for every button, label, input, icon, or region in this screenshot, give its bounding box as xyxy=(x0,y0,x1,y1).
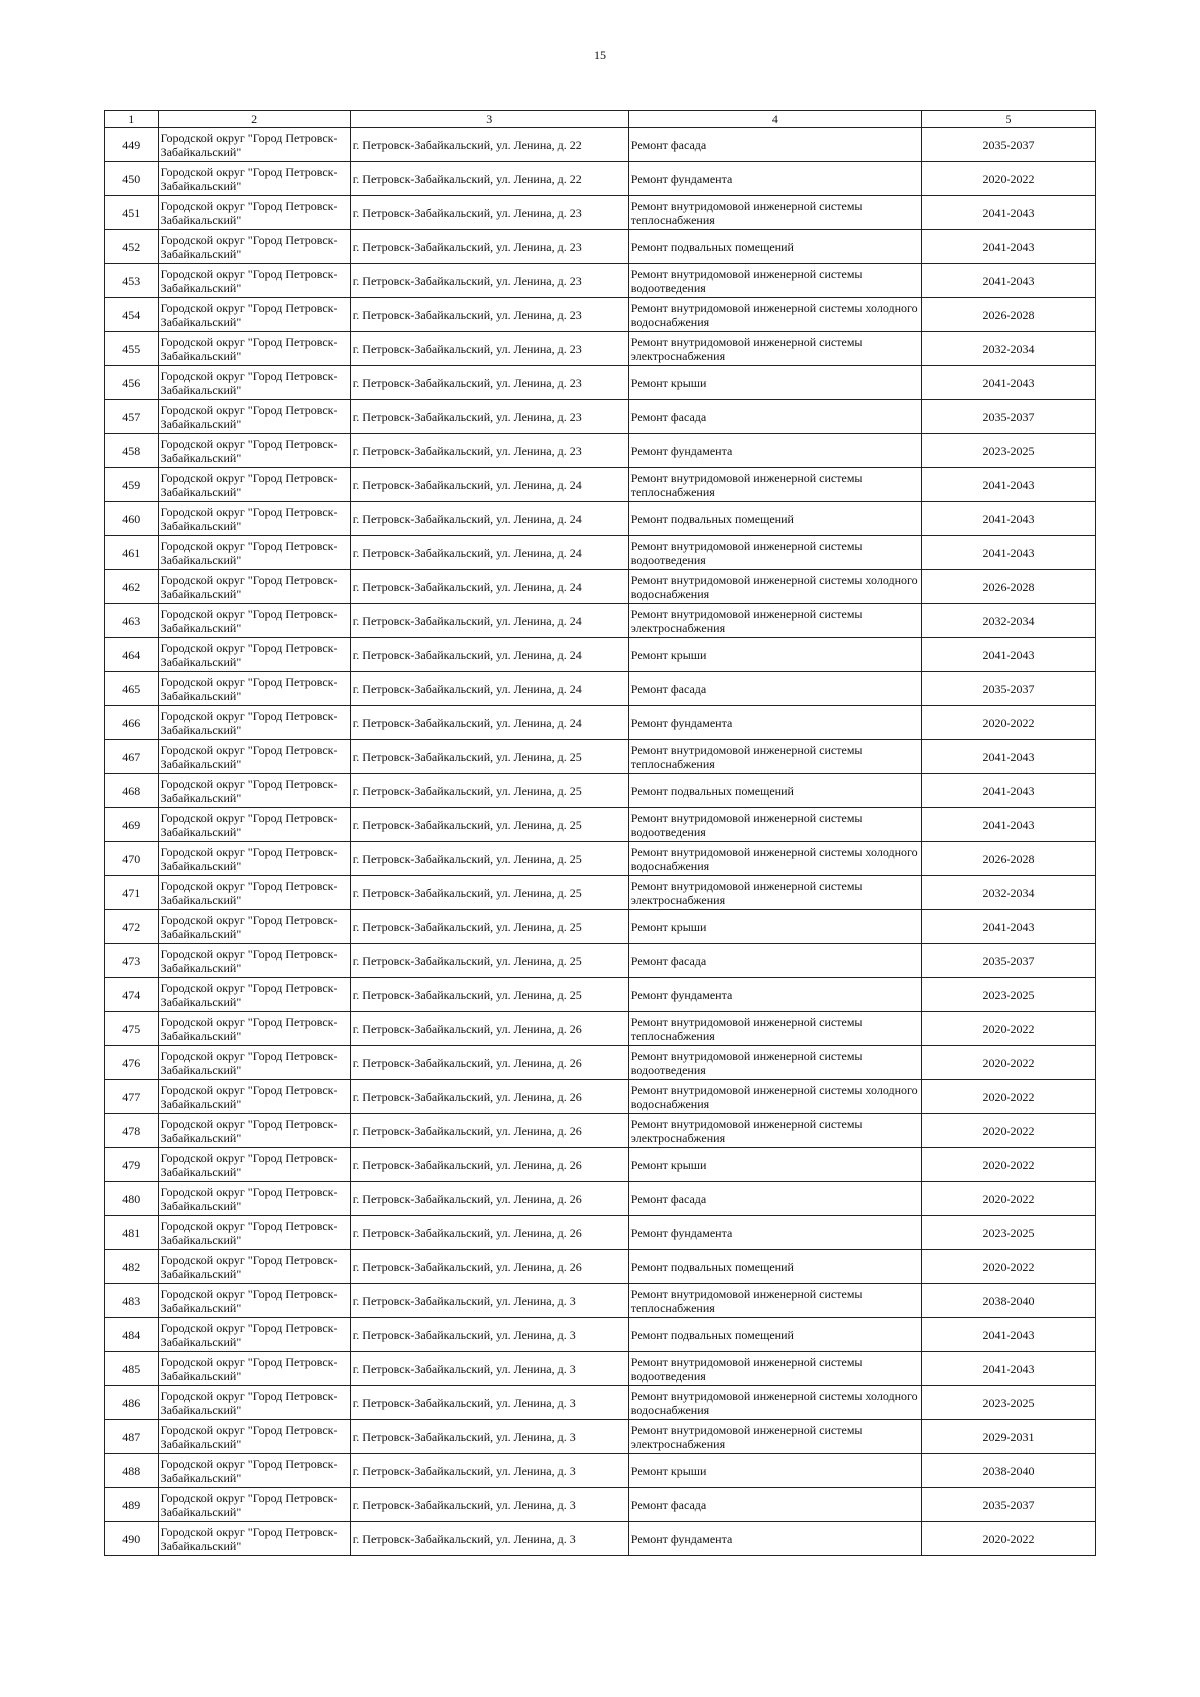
table-row xyxy=(105,128,1096,162)
work-type-cell: Ремонт крыши xyxy=(628,366,921,400)
municipality-cell: Городской округ "Город Петровск-Забайкальский" xyxy=(158,332,350,366)
municipality-cell: Городской округ "Город Петровск-Забайкальский" xyxy=(158,1454,350,1488)
table-row xyxy=(105,1386,1096,1420)
period-cell: 2041-2043 xyxy=(922,910,1096,944)
work-type-cell: Ремонт фундамента xyxy=(628,434,921,468)
municipality-cell: Городской округ "Город Петровск-Забайкальский" xyxy=(158,1012,350,1046)
period-cell: 2041-2043 xyxy=(922,740,1096,774)
municipality-cell: Городской округ "Город Петровск-Забайкальский" xyxy=(158,502,350,536)
row-number: 475 xyxy=(105,1012,159,1046)
municipality-cell: Городской округ "Город Петровск-Забайкальский" xyxy=(158,706,350,740)
municipality-cell: Городской округ "Город Петровск-Забайкальский" xyxy=(158,740,350,774)
row-number: 472 xyxy=(105,910,159,944)
table-row xyxy=(105,1114,1096,1148)
row-number: 482 xyxy=(105,1250,159,1284)
row-number: 461 xyxy=(105,536,159,570)
table-row xyxy=(105,1454,1096,1488)
row-number: 449 xyxy=(105,128,159,162)
row-number: 484 xyxy=(105,1318,159,1352)
municipality-cell: Городской округ "Город Петровск-Забайкальский" xyxy=(158,876,350,910)
period-cell: 2026-2028 xyxy=(922,298,1096,332)
table-row xyxy=(105,1216,1096,1250)
table-row xyxy=(105,298,1096,332)
column-header-1: 1 xyxy=(105,111,159,128)
period-cell: 2041-2043 xyxy=(922,196,1096,230)
table-row xyxy=(105,808,1096,842)
row-number: 478 xyxy=(105,1114,159,1148)
table-row xyxy=(105,536,1096,570)
row-number: 467 xyxy=(105,740,159,774)
work-type-cell: Ремонт подвальных помещений xyxy=(628,502,921,536)
work-type-cell: Ремонт внутридомовой инженерной системы электроснабжения xyxy=(628,604,921,638)
address-cell: г. Петровск-Забайкальский, ул. Ленина, д. 26 xyxy=(350,1216,628,1250)
work-type-cell: Ремонт фундамента xyxy=(628,1216,921,1250)
work-type-cell: Ремонт крыши xyxy=(628,1148,921,1182)
municipality-cell: Городской округ "Город Петровск-Забайкальский" xyxy=(158,808,350,842)
table-row xyxy=(105,570,1096,604)
work-type-cell: Ремонт фасада xyxy=(628,128,921,162)
municipality-cell: Городской округ "Город Петровск-Забайкальский" xyxy=(158,434,350,468)
row-number: 458 xyxy=(105,434,159,468)
address-cell: г. Петровск-Забайкальский, ул. Ленина, д. 26 xyxy=(350,1148,628,1182)
row-number: 485 xyxy=(105,1352,159,1386)
work-type-cell: Ремонт крыши xyxy=(628,638,921,672)
address-cell: г. Петровск-Забайкальский, ул. Ленина, д. 24 xyxy=(350,672,628,706)
address-cell: г. Петровск-Забайкальский, ул. Ленина, д. 23 xyxy=(350,196,628,230)
period-cell: 2020-2022 xyxy=(922,1522,1096,1556)
table-row xyxy=(105,162,1096,196)
row-number: 473 xyxy=(105,944,159,978)
table-row xyxy=(105,1284,1096,1318)
work-type-cell: Ремонт крыши xyxy=(628,1454,921,1488)
municipality-cell: Городской округ "Город Петровск-Забайкальский" xyxy=(158,1114,350,1148)
address-cell: г. Петровск-Забайкальский, ул. Ленина, д. 25 xyxy=(350,910,628,944)
period-cell: 2041-2043 xyxy=(922,264,1096,298)
capital-repair-table xyxy=(104,110,1096,1556)
municipality-cell: Городской округ "Город Петровск-Забайкальский" xyxy=(158,1046,350,1080)
period-cell: 2020-2022 xyxy=(922,1114,1096,1148)
row-number: 451 xyxy=(105,196,159,230)
address-cell: г. Петровск-Забайкальский, ул. Ленина, д. 25 xyxy=(350,774,628,808)
municipality-cell: Городской округ "Город Петровск-Забайкальский" xyxy=(158,230,350,264)
work-type-cell: Ремонт внутридомовой инженерной системы холодного водоснабжения xyxy=(628,298,921,332)
period-cell: 2041-2043 xyxy=(922,366,1096,400)
municipality-cell: Городской округ "Город Петровск-Забайкальский" xyxy=(158,400,350,434)
period-cell: 2023-2025 xyxy=(922,978,1096,1012)
table-row xyxy=(105,910,1096,944)
row-number: 480 xyxy=(105,1182,159,1216)
work-type-cell: Ремонт фасада xyxy=(628,400,921,434)
address-cell: г. Петровск-Забайкальский, ул. Ленина, д. 25 xyxy=(350,808,628,842)
table-row xyxy=(105,1522,1096,1556)
address-cell: г. Петровск-Забайкальский, ул. Ленина, д. 3 xyxy=(350,1284,628,1318)
municipality-cell: Городской округ "Город Петровск-Забайкальский" xyxy=(158,1352,350,1386)
table-row xyxy=(105,638,1096,672)
table-row xyxy=(105,1250,1096,1284)
row-number: 468 xyxy=(105,774,159,808)
municipality-cell: Городской округ "Город Петровск-Забайкальский" xyxy=(158,944,350,978)
row-number: 489 xyxy=(105,1488,159,1522)
row-number: 457 xyxy=(105,400,159,434)
table-row xyxy=(105,1420,1096,1454)
table-row xyxy=(105,264,1096,298)
period-cell: 2023-2025 xyxy=(922,434,1096,468)
work-type-cell: Ремонт подвальных помещений xyxy=(628,1250,921,1284)
row-number: 486 xyxy=(105,1386,159,1420)
period-cell: 2038-2040 xyxy=(922,1284,1096,1318)
work-type-cell: Ремонт внутридомовой инженерной системы электроснабжения xyxy=(628,1420,921,1454)
work-type-cell: Ремонт внутридомовой инженерной системы теплоснабжения xyxy=(628,468,921,502)
municipality-cell: Городской округ "Город Петровск-Забайкальский" xyxy=(158,1148,350,1182)
column-header-2: 2 xyxy=(158,111,350,128)
address-cell: г. Петровск-Забайкальский, ул. Ленина, д. 23 xyxy=(350,366,628,400)
work-type-cell: Ремонт фасада xyxy=(628,944,921,978)
work-type-cell: Ремонт внутридомовой инженерной системы электроснабжения xyxy=(628,876,921,910)
address-cell: г. Петровск-Забайкальский, ул. Ленина, д. 26 xyxy=(350,1114,628,1148)
row-number: 469 xyxy=(105,808,159,842)
table-row xyxy=(105,1148,1096,1182)
work-type-cell: Ремонт внутридомовой инженерной системы теплоснабжения xyxy=(628,1284,921,1318)
period-cell: 2032-2034 xyxy=(922,332,1096,366)
row-number: 479 xyxy=(105,1148,159,1182)
period-cell: 2035-2037 xyxy=(922,672,1096,706)
work-type-cell: Ремонт внутридомовой инженерной системы водоотведения xyxy=(628,808,921,842)
municipality-cell: Городской округ "Город Петровск-Забайкальский" xyxy=(158,1318,350,1352)
table-row xyxy=(105,1352,1096,1386)
table-row xyxy=(105,672,1096,706)
period-cell: 2026-2028 xyxy=(922,570,1096,604)
table-row xyxy=(105,196,1096,230)
period-cell: 2041-2043 xyxy=(922,1318,1096,1352)
work-type-cell: Ремонт подвальных помещений xyxy=(628,230,921,264)
period-cell: 2032-2034 xyxy=(922,604,1096,638)
work-type-cell: Ремонт внутридомовой инженерной системы водоотведения xyxy=(628,536,921,570)
table-row xyxy=(105,842,1096,876)
table-row xyxy=(105,706,1096,740)
column-header-3: 3 xyxy=(350,111,628,128)
period-cell: 2041-2043 xyxy=(922,468,1096,502)
period-cell: 2020-2022 xyxy=(922,1250,1096,1284)
period-cell: 2020-2022 xyxy=(922,1046,1096,1080)
municipality-cell: Городской округ "Город Петровск-Забайкальский" xyxy=(158,366,350,400)
address-cell: г. Петровск-Забайкальский, ул. Ленина, д. 22 xyxy=(350,128,628,162)
row-number: 460 xyxy=(105,502,159,536)
work-type-cell: Ремонт крыши xyxy=(628,910,921,944)
table-row xyxy=(105,1046,1096,1080)
row-number: 470 xyxy=(105,842,159,876)
address-cell: г. Петровск-Забайкальский, ул. Ленина, д. 25 xyxy=(350,842,628,876)
row-number: 483 xyxy=(105,1284,159,1318)
municipality-cell: Городской округ "Город Петровск-Забайкальский" xyxy=(158,978,350,1012)
municipality-cell: Городской округ "Город Петровск-Забайкальский" xyxy=(158,910,350,944)
row-number: 490 xyxy=(105,1522,159,1556)
work-type-cell: Ремонт фасада xyxy=(628,1182,921,1216)
municipality-cell: Городской округ "Город Петровск-Забайкальский" xyxy=(158,1216,350,1250)
work-type-cell: Ремонт фундамента xyxy=(628,1522,921,1556)
work-type-cell: Ремонт внутридомовой инженерной системы электроснабжения xyxy=(628,1114,921,1148)
municipality-cell: Городской округ "Город Петровск-Забайкальский" xyxy=(158,1522,350,1556)
row-number: 476 xyxy=(105,1046,159,1080)
municipality-cell: Городской округ "Город Петровск-Забайкальский" xyxy=(158,842,350,876)
municipality-cell: Городской округ "Город Петровск-Забайкальский" xyxy=(158,1080,350,1114)
work-type-cell: Ремонт внутридомовой инженерной системы теплоснабжения xyxy=(628,1012,921,1046)
address-cell: г. Петровск-Забайкальский, ул. Ленина, д. 3 xyxy=(350,1386,628,1420)
work-type-cell: Ремонт подвальных помещений xyxy=(628,1318,921,1352)
period-cell: 2035-2037 xyxy=(922,128,1096,162)
row-number: 462 xyxy=(105,570,159,604)
row-number: 487 xyxy=(105,1420,159,1454)
row-number: 466 xyxy=(105,706,159,740)
row-number: 471 xyxy=(105,876,159,910)
work-type-cell: Ремонт фасада xyxy=(628,1488,921,1522)
address-cell: г. Петровск-Забайкальский, ул. Ленина, д. 23 xyxy=(350,298,628,332)
work-type-cell: Ремонт внутридомовой инженерной системы теплоснабжения xyxy=(628,196,921,230)
work-type-cell: Ремонт внутридомовой инженерной системы теплоснабжения xyxy=(628,740,921,774)
municipality-cell: Городской округ "Город Петровск-Забайкальский" xyxy=(158,468,350,502)
municipality-cell: Городской округ "Город Петровск-Забайкальский" xyxy=(158,162,350,196)
address-cell: г. Петровск-Забайкальский, ул. Ленина, д. 3 xyxy=(350,1352,628,1386)
table-row xyxy=(105,1012,1096,1046)
municipality-cell: Городской округ "Город Петровск-Забайкальский" xyxy=(158,604,350,638)
period-cell: 2035-2037 xyxy=(922,400,1096,434)
municipality-cell: Городской округ "Город Петровск-Забайкальский" xyxy=(158,264,350,298)
table-row xyxy=(105,774,1096,808)
row-number: 477 xyxy=(105,1080,159,1114)
table-row xyxy=(105,740,1096,774)
table-row xyxy=(105,502,1096,536)
work-type-cell: Ремонт фундамента xyxy=(628,162,921,196)
municipality-cell: Городской округ "Город Петровск-Забайкальский" xyxy=(158,1488,350,1522)
municipality-cell: Городской округ "Город Петровск-Забайкальский" xyxy=(158,536,350,570)
table-row xyxy=(105,1488,1096,1522)
address-cell: г. Петровск-Забайкальский, ул. Ленина, д. 26 xyxy=(350,1080,628,1114)
address-cell: г. Петровск-Забайкальский, ул. Ленина, д. 3 xyxy=(350,1522,628,1556)
address-cell: г. Петровск-Забайкальский, ул. Ленина, д. 23 xyxy=(350,400,628,434)
row-number: 474 xyxy=(105,978,159,1012)
address-cell: г. Петровск-Забайкальский, ул. Ленина, д. 24 xyxy=(350,502,628,536)
row-number: 452 xyxy=(105,230,159,264)
address-cell: г. Петровск-Забайкальский, ул. Ленина, д. 26 xyxy=(350,1182,628,1216)
address-cell: г. Петровск-Забайкальский, ул. Ленина, д. 24 xyxy=(350,638,628,672)
row-number: 465 xyxy=(105,672,159,706)
address-cell: г. Петровск-Забайкальский, ул. Ленина, д. 24 xyxy=(350,570,628,604)
address-cell: г. Петровск-Забайкальский, ул. Ленина, д. 26 xyxy=(350,1046,628,1080)
address-cell: г. Петровск-Забайкальский, ул. Ленина, д. 24 xyxy=(350,604,628,638)
table-row xyxy=(105,978,1096,1012)
municipality-cell: Городской округ "Город Петровск-Забайкальский" xyxy=(158,1386,350,1420)
municipality-cell: Городской округ "Город Петровск-Забайкальский" xyxy=(158,128,350,162)
address-cell: г. Петровск-Забайкальский, ул. Ленина, д. 23 xyxy=(350,434,628,468)
row-number: 463 xyxy=(105,604,159,638)
work-type-cell: Ремонт внутридомовой инженерной системы водоотведения xyxy=(628,1352,921,1386)
period-cell: 2038-2040 xyxy=(922,1454,1096,1488)
municipality-cell: Городской округ "Город Петровск-Забайкальский" xyxy=(158,570,350,604)
period-cell: 2023-2025 xyxy=(922,1386,1096,1420)
municipality-cell: Городской округ "Город Петровск-Забайкальский" xyxy=(158,196,350,230)
table-row xyxy=(105,332,1096,366)
table-row xyxy=(105,1318,1096,1352)
period-cell: 2020-2022 xyxy=(922,1182,1096,1216)
row-number: 450 xyxy=(105,162,159,196)
period-cell: 2041-2043 xyxy=(922,1352,1096,1386)
address-cell: г. Петровск-Забайкальский, ул. Ленина, д. 24 xyxy=(350,536,628,570)
address-cell: г. Петровск-Забайкальский, ул. Ленина, д. 26 xyxy=(350,1250,628,1284)
work-type-cell: Ремонт внутридомовой инженерной системы холодного водоснабжения xyxy=(628,570,921,604)
row-number: 455 xyxy=(105,332,159,366)
address-cell: г. Петровск-Забайкальский, ул. Ленина, д. 3 xyxy=(350,1318,628,1352)
table-row xyxy=(105,1080,1096,1114)
work-type-cell: Ремонт подвальных помещений xyxy=(628,774,921,808)
work-type-cell: Ремонт фундамента xyxy=(628,706,921,740)
table-row xyxy=(105,400,1096,434)
municipality-cell: Городской округ "Город Петровск-Забайкальский" xyxy=(158,298,350,332)
period-cell: 2020-2022 xyxy=(922,1148,1096,1182)
period-cell: 2035-2037 xyxy=(922,944,1096,978)
period-cell: 2020-2022 xyxy=(922,1080,1096,1114)
address-cell: г. Петровск-Забайкальский, ул. Ленина, д. 3 xyxy=(350,1420,628,1454)
column-header-5: 5 xyxy=(922,111,1096,128)
municipality-cell: Городской округ "Город Петровск-Забайкальский" xyxy=(158,638,350,672)
address-cell: г. Петровск-Забайкальский, ул. Ленина, д. 3 xyxy=(350,1454,628,1488)
address-cell: г. Петровск-Забайкальский, ул. Ленина, д. 3 xyxy=(350,1488,628,1522)
table-row xyxy=(105,944,1096,978)
address-cell: г. Петровск-Забайкальский, ул. Ленина, д. 23 xyxy=(350,264,628,298)
row-number: 453 xyxy=(105,264,159,298)
municipality-cell: Городской округ "Город Петровск-Забайкальский" xyxy=(158,774,350,808)
address-cell: г. Петровск-Забайкальский, ул. Ленина, д. 24 xyxy=(350,706,628,740)
row-number: 456 xyxy=(105,366,159,400)
address-cell: г. Петровск-Забайкальский, ул. Ленина, д. 25 xyxy=(350,978,628,1012)
period-cell: 2041-2043 xyxy=(922,638,1096,672)
row-number: 464 xyxy=(105,638,159,672)
period-cell: 2041-2043 xyxy=(922,808,1096,842)
period-cell: 2023-2025 xyxy=(922,1216,1096,1250)
table-row xyxy=(105,366,1096,400)
work-type-cell: Ремонт внутридомовой инженерной системы водоотведения xyxy=(628,264,921,298)
period-cell: 2041-2043 xyxy=(922,230,1096,264)
work-type-cell: Ремонт внутридомовой инженерной системы холодного водоснабжения xyxy=(628,842,921,876)
municipality-cell: Городской округ "Город Петровск-Забайкальский" xyxy=(158,672,350,706)
address-cell: г. Петровск-Забайкальский, ул. Ленина, д. 23 xyxy=(350,230,628,264)
row-number: 488 xyxy=(105,1454,159,1488)
table-row xyxy=(105,468,1096,502)
address-cell: г. Петровск-Забайкальский, ул. Ленина, д. 25 xyxy=(350,944,628,978)
work-type-cell: Ремонт фундамента xyxy=(628,978,921,1012)
row-number: 459 xyxy=(105,468,159,502)
address-cell: г. Петровск-Забайкальский, ул. Ленина, д. 25 xyxy=(350,740,628,774)
work-type-cell: Ремонт внутридомовой инженерной системы холодного водоснабжения xyxy=(628,1080,921,1114)
table-row xyxy=(105,434,1096,468)
page-number: 15 xyxy=(594,48,606,62)
address-cell: г. Петровск-Забайкальский, ул. Ленина, д. 22 xyxy=(350,162,628,196)
period-cell: 2032-2034 xyxy=(922,876,1096,910)
table-body xyxy=(105,128,1096,1556)
address-cell: г. Петровск-Забайкальский, ул. Ленина, д. 26 xyxy=(350,1012,628,1046)
municipality-cell: Городской округ "Город Петровск-Забайкальский" xyxy=(158,1420,350,1454)
address-cell: г. Петровск-Забайкальский, ул. Ленина, д. 25 xyxy=(350,876,628,910)
municipality-cell: Городской округ "Город Петровск-Забайкальский" xyxy=(158,1182,350,1216)
period-cell: 2020-2022 xyxy=(922,706,1096,740)
table-row xyxy=(105,1182,1096,1216)
row-number: 481 xyxy=(105,1216,159,1250)
work-type-cell: Ремонт внутридомовой инженерной системы электроснабжения xyxy=(628,332,921,366)
column-number-row xyxy=(105,111,1096,128)
period-cell: 2026-2028 xyxy=(922,842,1096,876)
period-cell: 2041-2043 xyxy=(922,502,1096,536)
work-type-cell: Ремонт фасада xyxy=(628,672,921,706)
row-number: 454 xyxy=(105,298,159,332)
period-cell: 2041-2043 xyxy=(922,774,1096,808)
period-cell: 2020-2022 xyxy=(922,162,1096,196)
table-row xyxy=(105,230,1096,264)
column-header-4: 4 xyxy=(628,111,921,128)
period-cell: 2035-2037 xyxy=(922,1488,1096,1522)
address-cell: г. Петровск-Забайкальский, ул. Ленина, д. 24 xyxy=(350,468,628,502)
work-type-cell: Ремонт внутридомовой инженерной системы холодного водоснабжения xyxy=(628,1386,921,1420)
municipality-cell: Городской округ "Город Петровск-Забайкальский" xyxy=(158,1250,350,1284)
table-row xyxy=(105,604,1096,638)
period-cell: 2020-2022 xyxy=(922,1012,1096,1046)
period-cell: 2029-2031 xyxy=(922,1420,1096,1454)
address-cell: г. Петровск-Забайкальский, ул. Ленина, д. 23 xyxy=(350,332,628,366)
table-row xyxy=(105,876,1096,910)
municipality-cell: Городской округ "Город Петровск-Забайкальский" xyxy=(158,1284,350,1318)
period-cell: 2041-2043 xyxy=(922,536,1096,570)
work-type-cell: Ремонт внутридомовой инженерной системы водоотведения xyxy=(628,1046,921,1080)
